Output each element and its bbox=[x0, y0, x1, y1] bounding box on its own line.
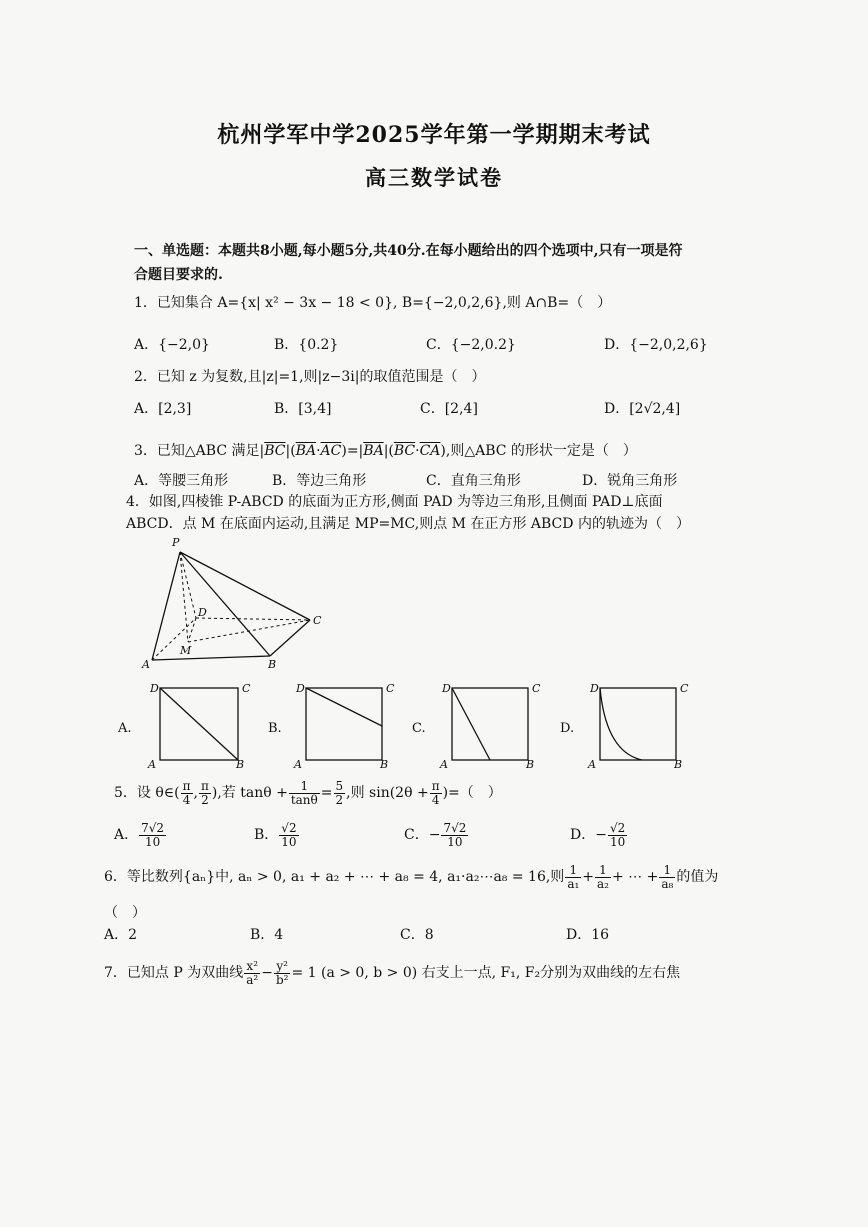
question-5-option-b bbox=[254, 822, 300, 848]
q6-plus-dots: + ⋯ + bbox=[611, 869, 659, 886]
frac-num: π bbox=[200, 779, 209, 793]
frac-num: π bbox=[182, 779, 191, 793]
frac-den: 2 bbox=[335, 792, 344, 807]
fraction-pi-over-2 bbox=[199, 780, 211, 806]
question-5-option-d bbox=[570, 822, 628, 848]
question-4-line1: 4．如图,四棱锥 P-ABCD 的底面为正方形,侧面 PAD 为等边三角形,且侧面 PAD⊥底面 bbox=[126, 494, 663, 510]
q3-dot2: · bbox=[415, 443, 420, 459]
frac-num: 7√2 bbox=[443, 821, 467, 835]
q7-minus: − bbox=[261, 965, 273, 982]
frac-num: √2 bbox=[281, 821, 297, 835]
question-6-option-a: A．2 bbox=[104, 927, 138, 943]
question-2-option-d: D．[2√2,4] bbox=[604, 401, 681, 417]
frac-den: 10 bbox=[447, 834, 463, 849]
q4-option-c-letter: C. bbox=[412, 721, 426, 736]
fraction-1-over-a2 bbox=[595, 864, 611, 890]
question-3-option-a: A．等腰三角形 bbox=[134, 473, 229, 489]
frac-num: 1 bbox=[659, 864, 675, 878]
question-5-option-a bbox=[114, 822, 167, 848]
q5-part5: )=（ ） bbox=[442, 785, 502, 802]
q3-mid2: )=| bbox=[341, 443, 364, 459]
frac-den: a₁ bbox=[567, 876, 580, 891]
question-6-paren: （ ） bbox=[104, 905, 146, 921]
label-d: D bbox=[198, 606, 207, 619]
question-1-option-a: A．{−2,0} bbox=[134, 337, 210, 353]
q3-dot1: · bbox=[316, 443, 321, 459]
frac-den: 4 bbox=[431, 792, 440, 807]
question-5-option-c bbox=[404, 822, 469, 848]
fraction-1-over-a8 bbox=[659, 864, 675, 890]
vector-bc: $\overline{BC}$ bbox=[264, 443, 286, 459]
question-4-line2: ABCD．点 M 在底面内运动,且满足 MP=MC,则点 M 在正方形 ABCD 内的轨迹为（ ） bbox=[126, 516, 690, 532]
q4a-label-d: D bbox=[150, 682, 159, 695]
label-m: M bbox=[180, 644, 192, 657]
opt-fraction bbox=[441, 822, 468, 848]
q4c-label-b: B bbox=[526, 758, 535, 771]
question-2-stem: 2．已知 z 为复数,且|z|=1,则|z−3i|的取值范围是（ ） bbox=[134, 369, 486, 385]
q4-option-d-letter: D. bbox=[560, 721, 575, 736]
frac-den: a₂ bbox=[597, 876, 609, 891]
opt-fraction bbox=[608, 822, 627, 848]
question-6-stem bbox=[104, 864, 718, 890]
frac-num: π bbox=[431, 779, 440, 793]
q4c-label-c: C bbox=[532, 682, 541, 695]
frac-den: a₈ bbox=[661, 876, 674, 891]
pyramid-figure bbox=[138, 532, 338, 674]
question-6-option-c: C．8 bbox=[400, 927, 434, 943]
opt-fraction bbox=[279, 822, 298, 848]
q3-suffix: ),则△ABC 的形状一定是（ ） bbox=[440, 443, 637, 459]
q5-comma: , bbox=[193, 785, 198, 802]
opt-sign: − bbox=[595, 827, 607, 844]
frac-num: 5 bbox=[335, 779, 344, 793]
q4d-label-d: D bbox=[590, 682, 599, 695]
vector-ba: $\overline{BA}$ bbox=[295, 443, 317, 459]
q4a-label-a: A bbox=[148, 758, 156, 771]
question-1-stem: 1．已知集合 A={x| x² − 3x − 18 < 0}, B={−2,0,2,6},则 A∩B=（ ） bbox=[134, 295, 612, 311]
label-p: P bbox=[172, 536, 180, 549]
fraction-one-over-tan bbox=[289, 780, 320, 806]
q5-equals: = bbox=[320, 785, 333, 802]
vector-ba-2: $\overline{BA}$ bbox=[363, 443, 384, 459]
opt-fraction bbox=[139, 822, 166, 848]
question-2-option-c: C．[2,4] bbox=[420, 401, 478, 417]
q6-part1: 6．等比数列{aₙ}中, aₙ > 0, a₁ + a₂ + ⋯ + a₈ = 4, a₁·a₂⋯a₈ = 16,则 bbox=[104, 869, 565, 886]
frac-num: 1 bbox=[595, 864, 611, 878]
q4-option-c-figure bbox=[408, 680, 548, 772]
q4-option-b-figure bbox=[264, 680, 404, 772]
question-3-option-c: C．直角三角形 bbox=[426, 473, 521, 489]
opt-label: D． bbox=[570, 827, 596, 844]
opt-sign: − bbox=[428, 827, 441, 844]
q6-plus: + bbox=[582, 869, 595, 886]
question-1-option-c: C．{−2,0.2} bbox=[426, 337, 516, 353]
opt-label: C． bbox=[404, 827, 429, 844]
vector-ca: $\overline{CA}$ bbox=[419, 443, 441, 459]
question-6-option-d: D．16 bbox=[566, 927, 610, 943]
q4c-label-a: A bbox=[440, 758, 448, 771]
q4-option-a-letter: A. bbox=[118, 721, 132, 736]
q5-part4: ,则 sin(2θ + bbox=[346, 785, 429, 802]
frac-num: 1 bbox=[289, 780, 320, 794]
question-2-option-b: B．[3,4] bbox=[274, 401, 332, 417]
q4d-label-a: A bbox=[588, 758, 596, 771]
q6-part2: 的值为 bbox=[676, 869, 719, 886]
vector-bc-2: $\overline{BC}$ bbox=[393, 443, 416, 459]
q4a-label-c: C bbox=[242, 682, 251, 695]
q4d-label-c: C bbox=[680, 682, 689, 695]
label-c: C bbox=[313, 614, 322, 627]
question-3-option-b: B．等边三角形 bbox=[272, 473, 367, 489]
q4b-label-c: C bbox=[386, 682, 395, 695]
q4d-label-b: B bbox=[674, 758, 683, 771]
frac-num: 1 bbox=[565, 864, 581, 878]
exam-title: 杭州学军中学2025学年第一学期期末考试 bbox=[217, 122, 651, 148]
frac-den: 10 bbox=[144, 834, 161, 849]
q7-part1: 7．已知点 P 为双曲线 bbox=[104, 965, 244, 982]
q7-part2: = 1 (a > 0, b > 0) 右支上一点, F₁, F₂分别为双曲线的左右焦 bbox=[291, 965, 681, 982]
frac-num: √2 bbox=[609, 821, 626, 835]
question-5-stem bbox=[114, 780, 502, 806]
section-heading-line1: 一、单选题：本题共8小题,每小题5分,共40分.在每小题给出的四个选项中,只有一项是符 bbox=[134, 243, 683, 259]
q4b-label-d: D bbox=[296, 682, 305, 695]
exam-subtitle: 高三数学试卷 bbox=[365, 165, 503, 190]
q5-part1: 5．设 θ∈( bbox=[114, 785, 180, 802]
q3-mid3: |( bbox=[383, 443, 394, 459]
fraction-pi-over-4-b bbox=[430, 780, 442, 806]
question-3-option-d: D．锐角三角形 bbox=[582, 473, 678, 489]
question-2-option-a: A．[2,3] bbox=[134, 401, 192, 417]
frac-den: tanθ bbox=[290, 792, 318, 807]
frac-den: 10 bbox=[609, 834, 626, 849]
frac-den: 2 bbox=[201, 792, 209, 807]
frac-num: y² bbox=[274, 960, 291, 974]
question-1-option-b: B．{0.2} bbox=[274, 337, 339, 353]
frac-den: 10 bbox=[281, 834, 297, 849]
q4a-label-b: B bbox=[236, 758, 245, 771]
fraction-1-over-a1 bbox=[565, 864, 581, 890]
question-6-option-b: B．4 bbox=[250, 927, 284, 943]
frac-num: 7√2 bbox=[141, 821, 165, 835]
question-1-option-d: D．{−2,0,2,6} bbox=[604, 337, 708, 353]
frac-den: b² bbox=[275, 972, 289, 987]
frac-den: a² bbox=[246, 972, 259, 987]
q4-option-d-figure bbox=[556, 680, 696, 772]
fraction-five-halves bbox=[334, 780, 346, 806]
q5-part2: ),若 tanθ + bbox=[211, 785, 288, 802]
label-a: A bbox=[142, 658, 150, 671]
question-3-stem bbox=[134, 440, 637, 460]
vector-ac: $\overline{AC}$ bbox=[320, 443, 342, 459]
question-7-stem bbox=[104, 960, 680, 986]
q3-mid1: |( bbox=[285, 443, 296, 459]
q4b-label-b: B bbox=[380, 758, 389, 771]
fraction-x2-over-a2 bbox=[244, 960, 260, 986]
fraction-pi-over-4 bbox=[181, 780, 193, 806]
label-b: B bbox=[268, 658, 277, 671]
q4-option-a-figure bbox=[114, 680, 254, 772]
frac-num: x² bbox=[244, 960, 260, 974]
q4c-label-d: D bbox=[442, 682, 451, 695]
q4b-label-a: A bbox=[294, 758, 302, 771]
frac-den: 4 bbox=[182, 792, 191, 807]
q4-option-b-letter: B. bbox=[268, 721, 282, 736]
opt-label: B． bbox=[254, 827, 279, 844]
opt-label: A． bbox=[114, 827, 139, 844]
q3-prefix: 3．已知△ABC 满足| bbox=[134, 443, 265, 459]
section-heading-line2: 合题目要求的. bbox=[134, 267, 223, 283]
fraction-y2-over-b2 bbox=[274, 960, 291, 986]
